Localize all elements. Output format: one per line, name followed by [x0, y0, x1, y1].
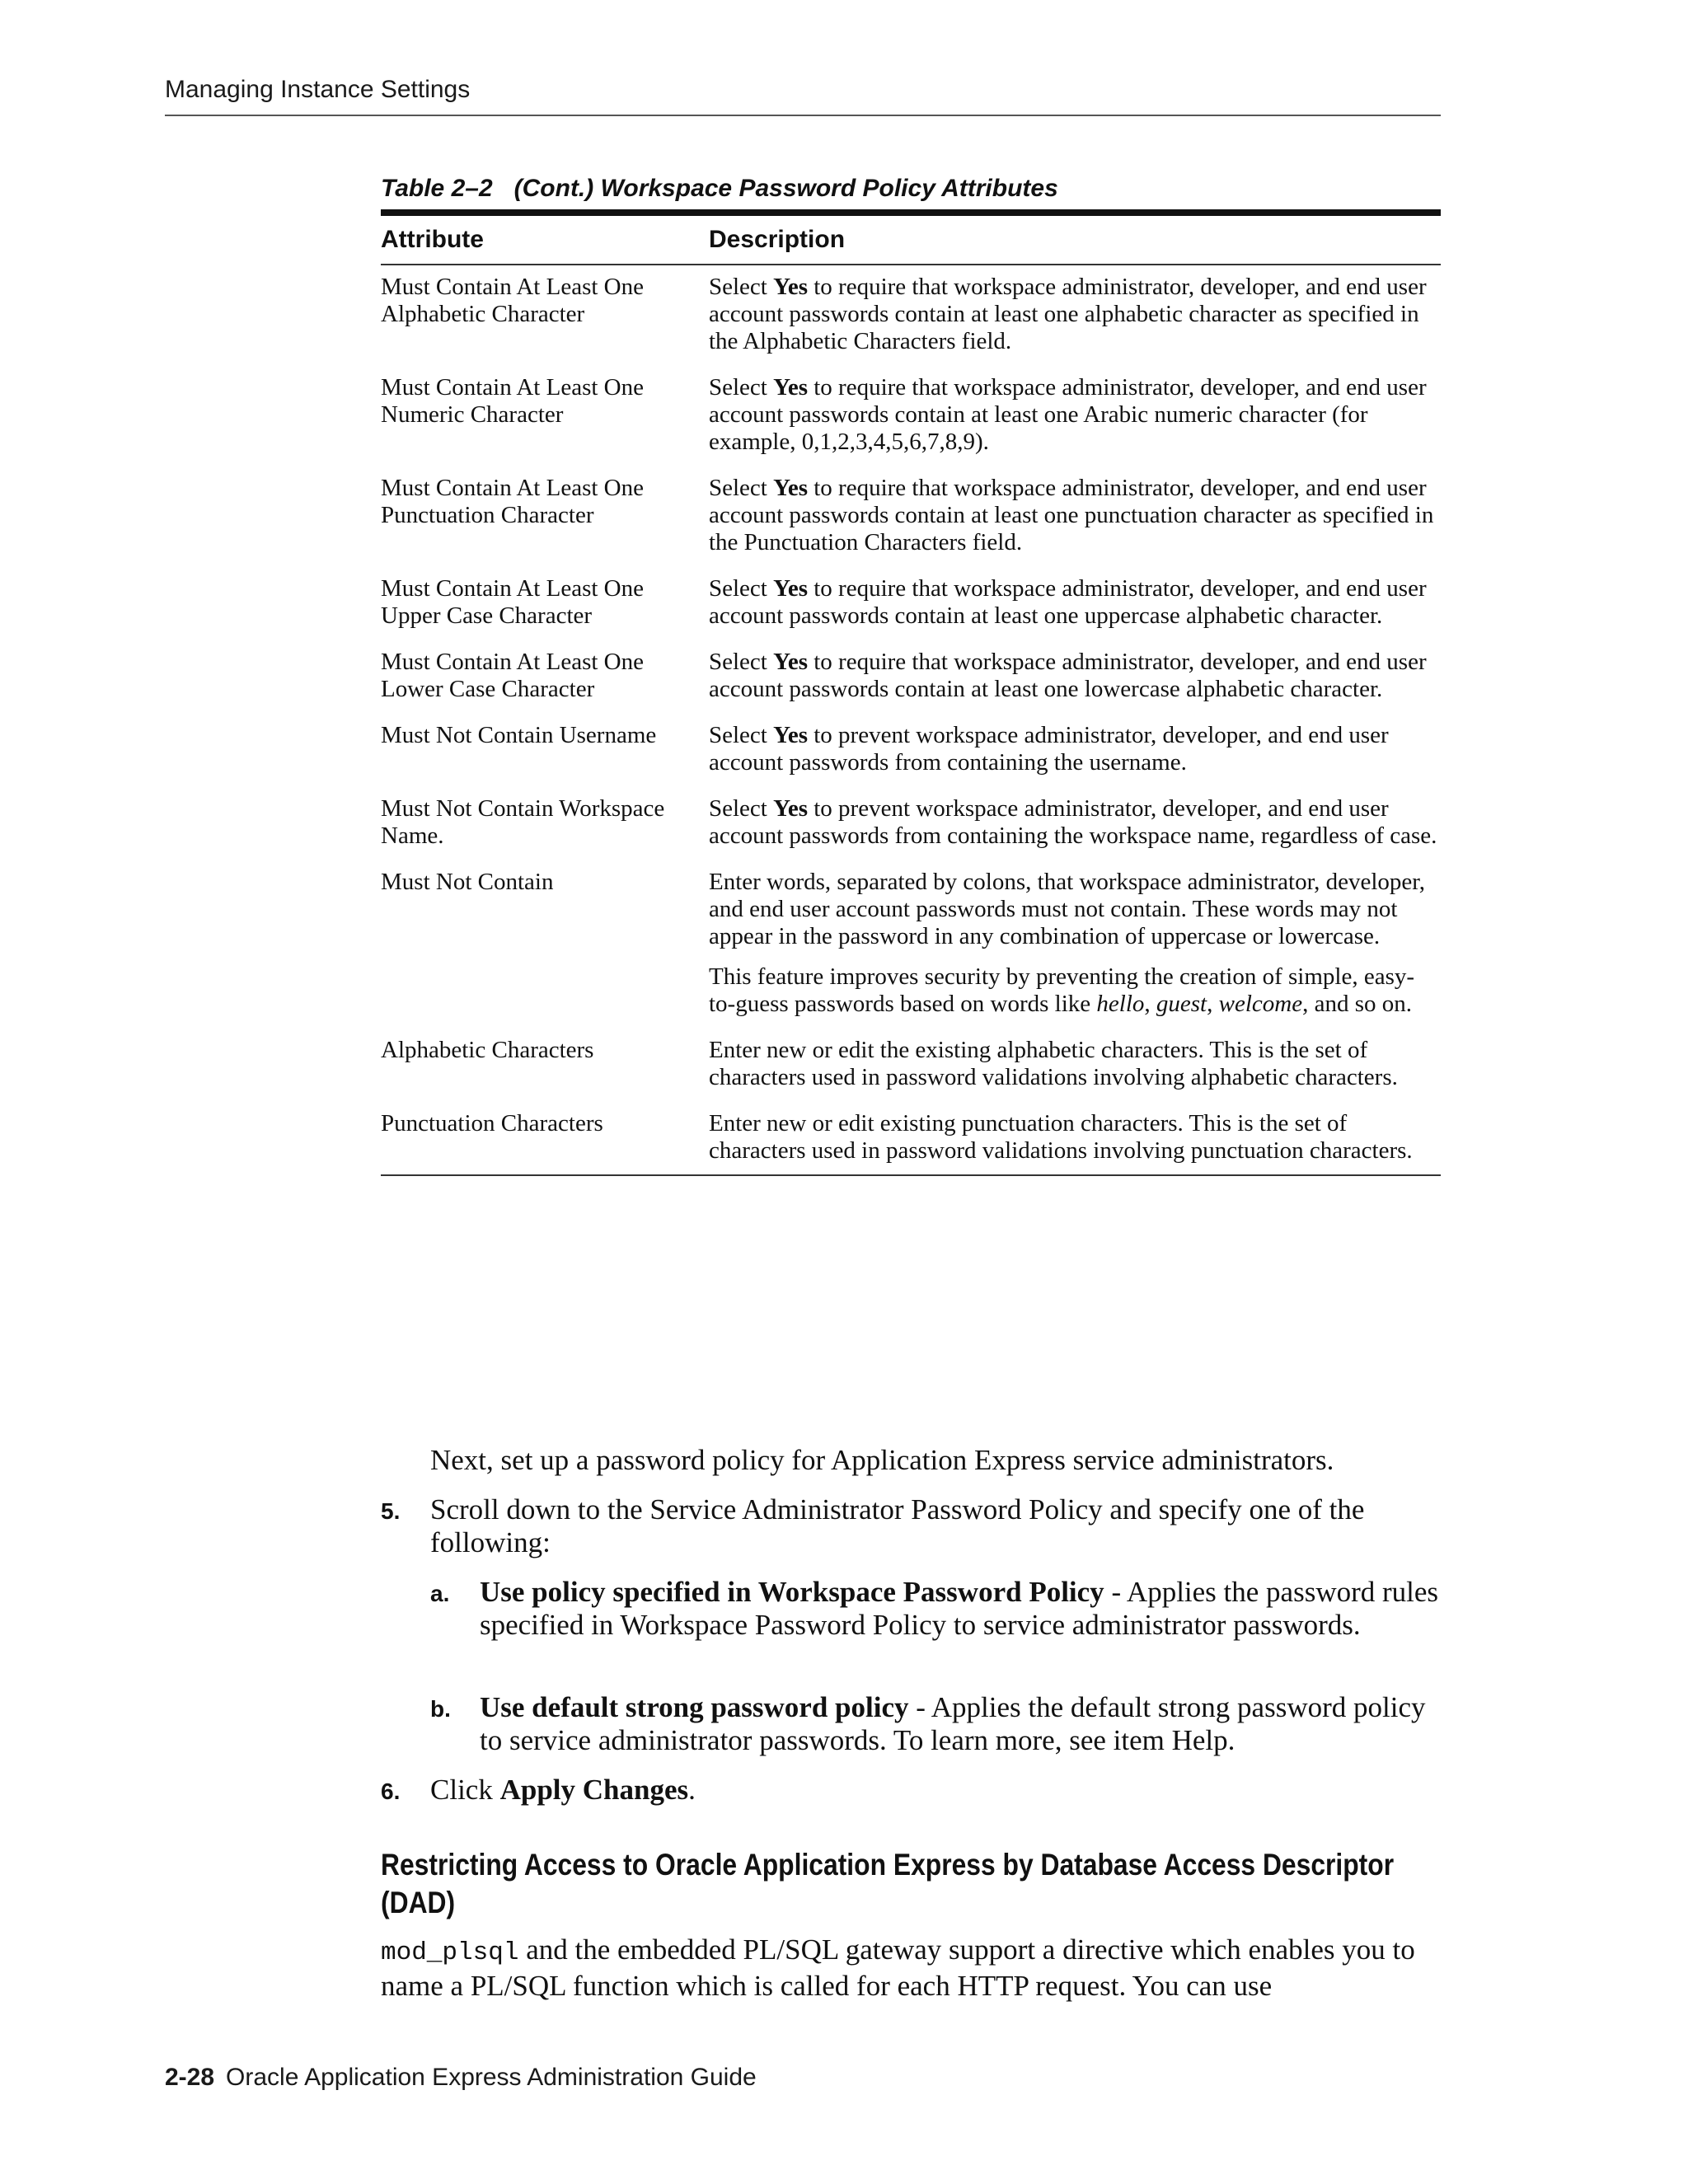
example-word: hello	[1096, 991, 1145, 1017]
step-number: 6.	[381, 1779, 401, 1804]
substep-text: Use default strong password policy - Applies the default strong password policy to service administrator passwords. To learn more, see item Help.	[480, 1691, 1426, 1756]
attribute-cell: Must Not Contain Username	[381, 722, 657, 748]
example-word: guest	[1156, 991, 1207, 1017]
column-header-description: Description	[709, 213, 1441, 265]
table-header-row	[381, 213, 1441, 265]
option-name: Use policy specified in Workspace Password Policy	[480, 1576, 1104, 1608]
header-rule	[165, 115, 1441, 116]
attribute-cell: Must Contain At Least One Alphabetic Character	[381, 274, 644, 327]
description-paragraph: Enter words, separated by colons, that workspace administrator, developer, and end user account passwords must not contain. These words may not appear in the password in any combination of uppercase or lowercase.	[709, 869, 1426, 949]
table-row	[381, 265, 1441, 374]
substep-text: Use policy specified in Workspace Password Policy - Applies the password rules specified in Workspace Password Policy to service administrator passwords.	[480, 1576, 1439, 1641]
yes-keyword: Yes	[773, 475, 808, 501]
table-row	[381, 795, 1441, 869]
description-cell: Select Yes to require that workspace administrator, developer, and end user account passwords contain at least one punctuation character as specified in the Punctuation Characters field.	[709, 475, 1434, 555]
page-footer	[165, 2064, 757, 2092]
table-row	[381, 722, 1441, 795]
table-row	[381, 1110, 1441, 1175]
description-cell	[709, 869, 1441, 1037]
yes-keyword: Yes	[773, 374, 808, 401]
intro-paragraph: Next, set up a password policy for Application Express service administrators.	[430, 1444, 1334, 1476]
table-row	[381, 575, 1441, 649]
book-title: Oracle Application Express Administration Guide	[226, 2064, 757, 2091]
attribute-cell: Must Not Contain	[381, 869, 554, 895]
table-row	[381, 649, 1441, 722]
description-paragraph: This feature improves security by preventing the creation of simple, easy-to-guess passwords based on words like hello, guest, welcome, and so on.	[709, 963, 1415, 1017]
description-cell: Enter new or edit the existing alphabetic characters. This is the set of characters used in password validations involving alphabetic characters.	[709, 1037, 1398, 1090]
table-number: Table 2–2	[381, 175, 493, 202]
section-paragraph: mod_plsql and the embedded PL/SQL gateway support a directive which enables you to name a PL/SQL function which is called for each HTTP request. You can use	[381, 1933, 1415, 2002]
description-cell: Select Yes to require that workspace administrator, developer, and end user account passwords contain at least one uppercase alphabetic character.	[709, 575, 1427, 629]
attribute-cell: Must Not Contain Workspace Name.	[381, 795, 665, 849]
description-cell: Select Yes to require that workspace administrator, developer, and end user account passwords contain at least one Arabic numeric character (for example, 0,1,2,3,4,5,6,7,8,9).	[709, 374, 1427, 455]
option-name: Use default strong password policy	[480, 1691, 909, 1723]
table-row	[381, 475, 1441, 575]
description-cell: Select Yes to require that workspace administrator, developer, and end user account passwords contain at least one lowercase alphabetic character.	[709, 649, 1427, 702]
description-cell: Select Yes to prevent workspace administrator, developer, and end user account passwords from containing the username.	[709, 722, 1389, 776]
code-term: mod_plsql	[381, 1938, 519, 1967]
apply-changes-label: Apply Changes	[499, 1774, 689, 1806]
step-5a	[430, 1576, 1444, 1642]
table-title: (Cont.) Workspace Password Policy Attributes	[513, 175, 1058, 202]
yes-keyword: Yes	[773, 274, 808, 300]
section-heading: Restricting Access to Oracle Application Express by Database Access Descriptor (DAD)	[381, 1848, 1395, 1919]
yes-keyword: Yes	[773, 649, 808, 675]
table-row	[381, 1037, 1441, 1110]
description-cell: Select Yes to prevent workspace administrator, developer, and end user account passwords from containing the workspace name, regardless of case.	[709, 795, 1437, 849]
step-5	[381, 1493, 1444, 1559]
attribute-cell: Must Contain At Least One Numeric Character	[381, 374, 644, 428]
attribute-cell: Must Contain At Least One Upper Case Character	[381, 575, 644, 629]
yes-keyword: Yes	[773, 722, 808, 748]
step-text: Click Apply Changes.	[430, 1774, 696, 1806]
step-6	[381, 1774, 1444, 1807]
description-cell: Select Yes to require that workspace administrator, developer, and end user account passwords contain at least one alphabetic character as specified in the Alphabetic Characters field.	[709, 274, 1427, 354]
step-5b	[430, 1691, 1444, 1757]
description-cell: Enter new or edit existing punctuation characters. This is the set of characters used in password validations involving punctuation characters.	[709, 1110, 1441, 1175]
column-header-attribute: Attribute	[381, 213, 709, 265]
table-row	[381, 374, 1441, 475]
yes-keyword: Yes	[773, 575, 808, 602]
step-number: 5.	[381, 1498, 401, 1524]
running-header: Managing Instance Settings	[165, 76, 471, 103]
attribute-cell: Must Contain At Least One Lower Case Character	[381, 649, 644, 702]
table-caption	[381, 175, 1058, 203]
table-row	[381, 869, 1441, 1037]
attribute-cell: Must Contain At Least One Punctuation Character	[381, 475, 644, 528]
substep-letter: b.	[430, 1696, 451, 1722]
substep-letter: a.	[430, 1581, 450, 1606]
page-number: 2-28	[165, 2064, 215, 2091]
example-word: welcome	[1218, 991, 1303, 1017]
attribute-cell: Punctuation Characters	[381, 1110, 709, 1175]
yes-keyword: Yes	[773, 795, 808, 822]
attribute-cell: Alphabetic Characters	[381, 1037, 594, 1063]
step-text: Scroll down to the Service Administrator Password Policy and specify one of the following:	[430, 1493, 1365, 1558]
password-policy-table	[381, 209, 1441, 1176]
